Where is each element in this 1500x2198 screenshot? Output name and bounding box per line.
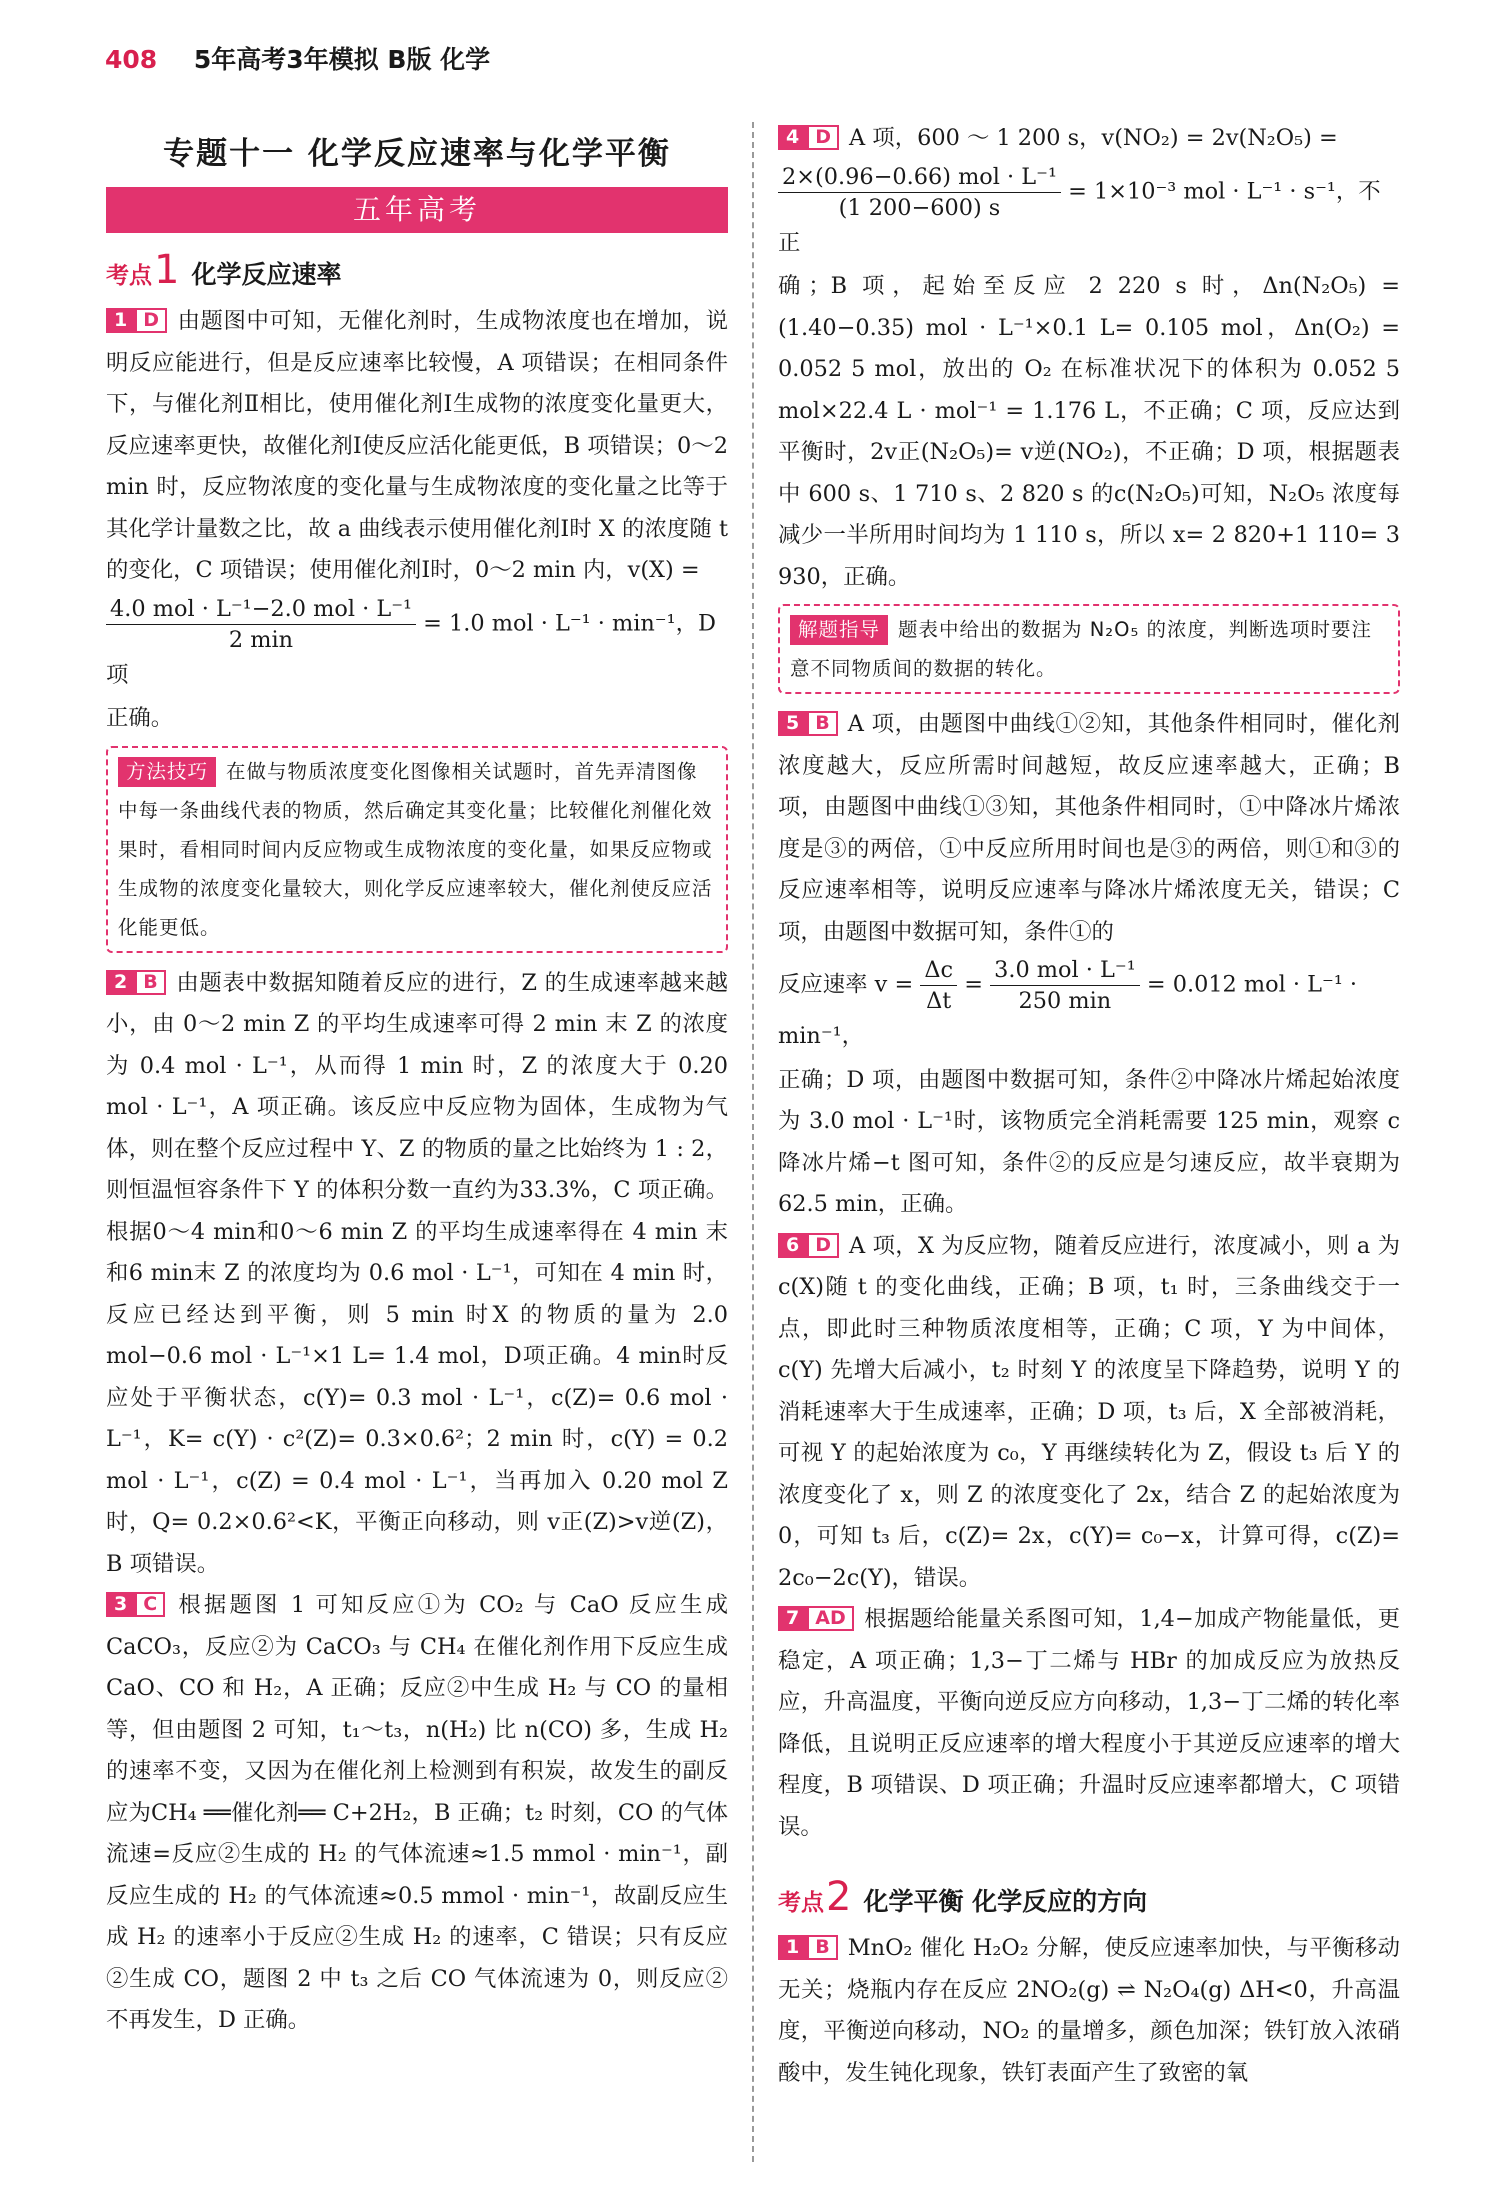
fraction: $\frac{\text{2×(0.96−0.66) mol · L⁻¹}}{(1 200-600) s}$ <box>778 162 1061 223</box>
kaodian-label: 考点 <box>106 263 152 289</box>
page-number: 408 <box>105 45 158 74</box>
question-badge: 1 B <box>778 1935 838 1960</box>
page-header <box>105 40 490 76</box>
question-badge: 5 B <box>778 711 838 736</box>
tip-text: 在做与物质浓度变化图像相关试题时，首先弄清图像中每一条曲线代表的物质，然后确定其变化量；比较催化剂催化效果时，看相同时间内反应物或生成物浓度的变化量，如果反应物或生成物的浓度变化量较大，则化学反应速率较大，催化剂使反应活化能更低。 <box>118 759 713 939</box>
formula-line: $\frac{\text{2×(0.96−0.66) mol · L⁻¹}}{(1 200-600) s}$ = 1×10⁻³ mol · L⁻¹ · s⁻¹，不正 <box>778 163 1381 256</box>
answer-4: 4 D A 项，600 ～ 1 200 s，v(NO₂) = 2v(N₂O₅) = <box>778 118 1400 160</box>
answer-6 <box>778 1226 1400 1600</box>
answer-3 <box>106 1585 728 2042</box>
rate-formula: 反应速率 v = $\frac{\Delta c}{\Delta t}$ = $\frac{\text{3.0 mol · L⁻¹}}{250 \min}$ = 0.012 mol · L⁻¹ · min⁻¹， <box>778 957 1358 1049</box>
question-badge: 1 D <box>106 308 167 333</box>
kaodian-2-heading <box>778 1874 1400 1920</box>
answer-text: 正确；D 项，由题图中数据可知，条件②中降冰片烯起始浓度为 3.0 mol · L⁻¹时，该物质完全消耗需要 125 min，观察 c降冰片烯−t 图可知，条件②的反应是匀速反应，故半衰期为 62.5 min，正确。 <box>778 1066 1400 1217</box>
question-badge: 2 B <box>106 970 166 995</box>
kaodian-title: 化学反应速率 <box>191 260 342 289</box>
answer-text: A 项，X 为反应物，随着反应进行，浓度减小，则 a 为c(X)随 t 的变化曲线，正确；B 项，t₁ 时，三条曲线交于一点，即此时三种物质浓度相等，正确；C 项，Y 为中间体，c(Y) 先增大后减小，t₂ 时刻 Y 的浓度呈下降趋势，说明 Y 的消耗速率大于生成速率，正确；D 项，t₃ 后，X 全部被消耗，可视 Y 的起始浓度为 c₀，Y 再继续转化为 Z，假设 t₃ 后 Y 的浓度变化了 x，则 Z 的浓度变化了 2x，结合 Z 的起始浓度为 0，可知 t₃ 后，c(Z)= 2x，c(Y)= c₀−x，计算可得，c(Z)= 2c₀−2c(Y)，错误。 <box>778 1232 1400 1591</box>
k2-answer-1 <box>778 1928 1400 2094</box>
answer-2 <box>106 963 728 1586</box>
answer-5 <box>778 704 1400 953</box>
fraction: $\frac{\text{4.0 mol · L⁻¹−2.0 mol · L⁻¹}}{2 \min}$ <box>106 594 416 655</box>
answer-text: 确；B 项，起始至反应 2 220 s 时，Δn(N₂O₅) = (1.40−0.35) mol · L⁻¹×0.1 L= 0.105 mol，Δn(O₂) = 0.052 5 mol，放出的 O₂ 在标准状况下的体积为 0.052 5 mol×22.4 L · mol⁻¹ = 1.176 L，不正确；C 项，反应达到平衡时，2v正(N₂O₅)= v逆(NO₂)，不正确；D 项，根据题表中 600 s、1 710 s、2 820 s 的c(N₂O₅)可知，N₂O₅ 浓度每减少一半所用时间均为 1 110 s，所以 x= 2 820+1 110= 3 930，正确。 <box>778 273 1400 590</box>
right-column <box>778 118 1400 2094</box>
fraction: $\frac{\text{3.0 mol · L⁻¹}}{250 \min}$ <box>990 955 1140 1016</box>
answer-text: MnO₂ 催化 H₂O₂ 分解，使反应速率加快，与平衡移动无关；烧瓶内存在反应 2NO₂(g) ⇌ N₂O₄(g) ΔH<0，升高温度，平衡逆向移动，NO₂ 的量增多，颜色加深；铁钉放入浓硝酸中，发生钝化现象，铁钉表面产生了致密的氧 <box>778 1935 1400 2086</box>
column-divider <box>752 122 754 2162</box>
answer-text: 由题图中可知，无催化剂时，生成物浓度也在增加，说明反应能进行，但是反应速率比较慢，A 项错误；在相同条件下，与催化剂Ⅱ相比，使用催化剂Ⅰ生成物的浓度变化量更大，反应速率更快，故催化剂Ⅰ使反应活化能更低，B 项错误；0～2 min 时，反应物浓度的变化量与生成物浓度的变化量之比等于其化学计量数之比，故 a 曲线表示使用催化剂Ⅰ时 X 的浓度随 t 的变化，C 项错误；使用催化剂Ⅰ时，0～2 min 内，v(X) = <box>106 308 728 583</box>
kaodian-title: 化学平衡 化学反应的方向 <box>863 1887 1148 1916</box>
fraction: $\frac{\Delta c}{\Delta t}$ <box>920 955 957 1016</box>
section-banner: 五年高考 <box>106 187 728 233</box>
kaodian-label: 考点 <box>778 1890 824 1916</box>
tip-text: 题表中给出的数据为 N₂O₅ 的浓度，判断选项时要注意不同物质间的数据的转化。 <box>790 618 1372 680</box>
kaodian-number: 2 <box>826 1874 852 1920</box>
tip-label: 方法技巧 <box>118 757 216 787</box>
answer-7 <box>778 1599 1400 1848</box>
answer-text: 根据题给能量关系图可知，1,4−加成产物能量低，更稳定，A 项正确；1,3−丁二烯与 HBr 的加成反应为放热反应，升高温度，平衡向逆反应方向移动，1,3−丁二烯的转化率降低，且说明正反应速率的增大程度小于其逆反应速率的增大程度，B 项错误、D 项正确；升温时反应速率都增大，C 项错误。 <box>778 1606 1400 1840</box>
question-badge: 6 D <box>778 1233 839 1258</box>
answer-text: 根据题图 1 可知反应①为 CO₂ 与 CaO 反应生成 CaCO₃，反应②为 CaCO₃ 与 CH₄ 在催化剂作用下反应生成 CaO、CO 和 H₂，A 正确；反应②中生成 H₂ 与 CO 的量相等，但由题图 2 可知，t₁～t₃，n(H₂) 比 n(CO) 多，生成 H₂ 的速率不变，又因为在催化剂上检测到有积炭，故发生的副反应为CH₄ ══催化剂══ C+2H₂，B 正确；t₂ 时刻，CO 的气体流速=反应②生成的 H₂ 的气体流速≈1.5 mmol · min⁻¹，副反应生成的 H₂ 的气体流速≈0.5 mmol · min⁻¹，故副反应生成 H₂ 的速率小于反应②生成 H₂ 的速率，C 错误；只有反应②生成 CO，题图 2 中 t₃ 之后 CO 气体流速为 0，则反应②不再发生，D 正确。 <box>106 1592 728 2033</box>
kaodian-1-heading <box>106 247 728 293</box>
kaodian-number: 1 <box>154 247 180 293</box>
formula-line: $\frac{\text{4.0 mol · L⁻¹−2.0 mol · L⁻¹}}{2 \min}$ = 1.0 mol · L⁻¹ · min⁻¹，D 项 <box>106 595 716 688</box>
answer-text: A 项，由题图中曲线①②知，其他条件相同时，催化剂浓度越大，反应所需时间越短，故反应速率越大，正确；B 项，由题图中曲线①③知，其他条件相同时，①中降冰片烯浓度是③的两倍，①中反应所用时间也是③的两倍，则①和③的反应速率相等，说明反应速率与降冰片烯浓度无关，错误；C 项，由题图中数据可知，条件①的 <box>778 711 1400 945</box>
left-column <box>106 118 728 2042</box>
solution-guide-box <box>778 604 1400 694</box>
answer-end: 正确。 <box>106 705 174 731</box>
chapter-title: 专题十一 化学反应速率与化学平衡 <box>163 136 671 172</box>
tip-label: 解题指导 <box>790 615 888 645</box>
question-badge: 3 C <box>106 1592 165 1617</box>
question-badge: 4 D <box>778 125 839 150</box>
answer-1 <box>106 301 728 592</box>
book-title: 5年高考3年模拟 B版 化学 <box>193 45 491 74</box>
method-tip-box <box>106 746 728 953</box>
question-badge: 7 AD <box>778 1606 854 1631</box>
answer-text: 由题表中数据知随着反应的进行，Z 的生成速率越来越小，由 0～2 min Z 的平均生成速率可得 2 min 末 Z 的浓度为 0.4 mol · L⁻¹，从而得 1 min 时，Z 的浓度大于 0.20 mol · L⁻¹，A 项正确。该反应中反应物为固体，生成物为气体，则在整个反应过程中 Y、Z 的物质的量之比始终为 1 : 2，则恒温恒容条件下 Y 的体积分数一直约为33.3%，C 项正确。根据0～4 min和0～6 min Z 的平均生成速率得在 4 min 末和6 min末 Z 的浓度均为 0.6 mol · L⁻¹，可知在 4 min 时，反应已经达到平衡，则 5 min 时X 的物质的量为 2.0 mol−0.6 mol · L⁻¹×1 L= 1.4 mol，D项正确。4 min时反应处于平衡状态，c(Y)= 0.3 mol · L⁻¹，c(Z)= 0.6 mol · L⁻¹，K= c(Y) · c²(Z)= 0.3×0.6²；2 min 时，c(Y) = 0.2 mol · L⁻¹，c(Z) = 0.4 mol · L⁻¹，当再加入 0.20 mol Z 时，Q= 0.2×0.6²<K，平衡正向移动，则 v正(Z)>v逆(Z)，B 项错误。 <box>106 969 728 1577</box>
